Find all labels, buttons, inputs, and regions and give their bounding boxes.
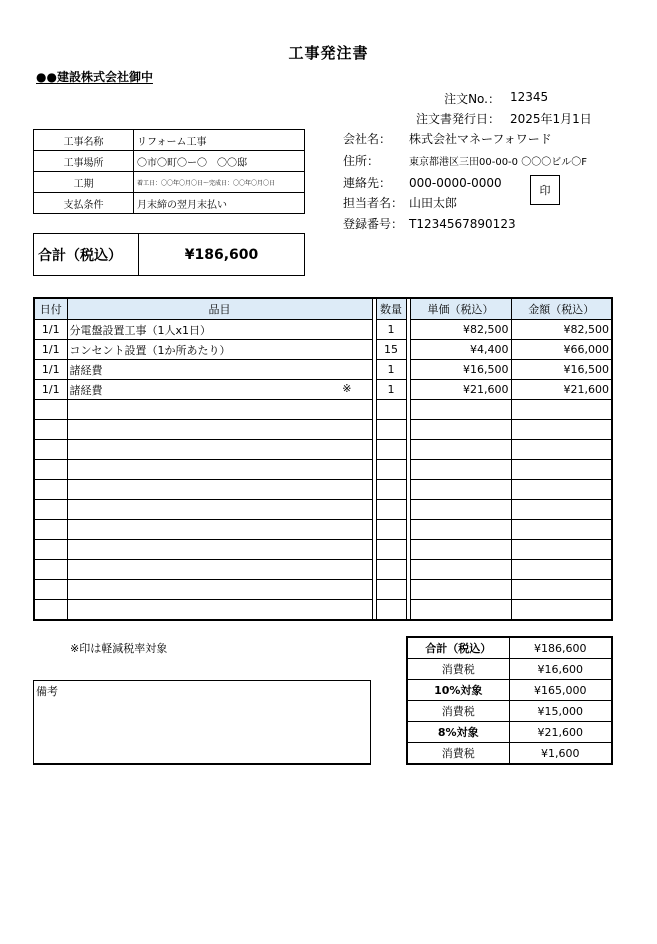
project-info-value: 月末締の翌月末払い <box>134 193 305 214</box>
recipient-name: ●●建設株式会社御中 <box>36 70 153 84</box>
item-qty: 1 <box>376 360 406 380</box>
company-name-label: 会社名： <box>343 132 392 146</box>
item-name-cell <box>67 360 372 380</box>
summary-row <box>407 680 612 701</box>
table-row <box>34 360 612 380</box>
issue-date-value: 2025年1月1日 <box>510 112 592 126</box>
item-unit-price: ¥21,600 <box>410 380 511 400</box>
header-item: 品目 <box>67 298 372 320</box>
empty-row <box>34 420 612 440</box>
summary-label: 8%対象 <box>407 722 509 743</box>
item-name-cell <box>67 380 372 400</box>
empty-row <box>34 440 612 460</box>
empty-row <box>34 460 612 480</box>
table-row <box>34 340 612 360</box>
remarks-box <box>33 680 371 765</box>
table-row <box>34 320 612 340</box>
summary-row <box>407 743 612 765</box>
item-name-cell <box>67 340 372 360</box>
registration-value: T1234567890123 <box>409 217 516 231</box>
project-info-row <box>34 193 305 214</box>
summary-value: ¥186,600 <box>509 637 612 659</box>
item-name: コンセント設置（1か所あたり） <box>69 343 231 357</box>
contact-value: 000-0000-0000 <box>409 176 502 190</box>
item-qty: 1 <box>376 380 406 400</box>
seal-stamp-box: 印 <box>530 175 560 205</box>
table-row <box>34 380 612 400</box>
project-info-value: リフォーム工事 <box>134 130 305 151</box>
order-no-label: 注文No.： <box>444 92 500 106</box>
grand-total-box <box>33 233 305 276</box>
order-no-value: 12345 <box>510 90 549 104</box>
project-info-row <box>34 172 305 193</box>
empty-row <box>34 580 612 600</box>
issue-date-label: 注文書発行日： <box>415 112 500 126</box>
item-amount: ¥82,500 <box>511 320 612 340</box>
empty-row <box>34 400 612 420</box>
company-name-value: 株式会社マネーフォワード <box>409 132 552 146</box>
grand-total-value: ¥186,600 <box>184 246 259 263</box>
summary-row <box>407 637 612 659</box>
line-items-table <box>33 297 613 621</box>
project-info-label: 工期 <box>34 172 134 193</box>
item-amount: ¥21,600 <box>511 380 612 400</box>
remarks-label: 備考 <box>36 685 58 698</box>
item-unit-price: ¥16,500 <box>410 360 511 380</box>
item-date: 1/1 <box>34 340 67 360</box>
project-info-label: 工事場所 <box>34 151 134 172</box>
project-info-label: 支払条件 <box>34 193 134 214</box>
item-amount: ¥16,500 <box>511 360 612 380</box>
summary-label: 消費税 <box>407 659 509 680</box>
summary-value: ¥21,600 <box>509 722 612 743</box>
summary-label: 消費税 <box>407 743 509 765</box>
item-date: 1/1 <box>34 380 67 400</box>
empty-row <box>34 480 612 500</box>
header-amount: 金額（税込） <box>511 298 612 320</box>
summary-label: 10%対象 <box>407 680 509 701</box>
project-info-value: 〇市〇町〇ー〇 〇〇邸 <box>134 151 305 172</box>
project-info-table <box>33 129 305 214</box>
company-info <box>343 130 623 240</box>
item-name-cell <box>67 320 372 340</box>
project-info-row <box>34 151 305 172</box>
empty-row <box>34 520 612 540</box>
project-info-value: 着工日：〇〇年〇月〇日～完成日：〇〇年〇月〇日 <box>134 172 305 193</box>
reduced-tax-mark: ※ <box>342 382 352 395</box>
contact-label: 連絡先： <box>343 176 392 190</box>
person-label: 担当者名： <box>343 196 404 210</box>
person-value: 山田太郎 <box>409 196 458 210</box>
summary-value: ¥15,000 <box>509 701 612 722</box>
item-qty: 15 <box>376 340 406 360</box>
summary-row <box>407 701 612 722</box>
registration-label: 登録番号： <box>343 217 404 231</box>
item-qty: 1 <box>376 320 406 340</box>
summary-row <box>407 659 612 680</box>
header-date: 日付 <box>34 298 67 320</box>
item-name: 諸経費 <box>69 383 103 397</box>
address-label: 住所： <box>343 154 380 168</box>
header-unit-price: 単価（税込） <box>410 298 511 320</box>
summary-label: 消費税 <box>407 701 509 722</box>
summary-value: ¥165,000 <box>509 680 612 701</box>
summary-value: ¥16,600 <box>509 659 612 680</box>
tax-summary-table <box>406 636 613 765</box>
empty-row <box>34 540 612 560</box>
summary-value: ¥1,600 <box>509 743 612 765</box>
grand-total-label: 合計（税込） <box>34 234 139 275</box>
item-unit-price: ¥4,400 <box>410 340 511 360</box>
item-name: 諸経費 <box>69 363 103 377</box>
empty-row <box>34 500 612 520</box>
empty-row <box>34 560 612 580</box>
item-date: 1/1 <box>34 360 67 380</box>
summary-label: 合計（税込） <box>407 637 509 659</box>
item-unit-price: ¥82,500 <box>410 320 511 340</box>
item-date: 1/1 <box>34 320 67 340</box>
summary-row <box>407 722 612 743</box>
page-title: 工事発注書 <box>288 44 369 62</box>
address-value: 東京都港区三田00-00-0 〇〇〇ビル〇F <box>409 157 587 168</box>
empty-row <box>34 600 612 621</box>
item-amount: ¥66,000 <box>511 340 612 360</box>
project-info-row <box>34 130 305 151</box>
item-name: 分電盤設置工事（1人x1日） <box>69 323 212 337</box>
header-qty: 数量 <box>376 298 406 320</box>
reduced-tax-note: ※印は軽減税率対象 <box>70 642 168 655</box>
project-info-label: 工事名称 <box>34 130 134 151</box>
